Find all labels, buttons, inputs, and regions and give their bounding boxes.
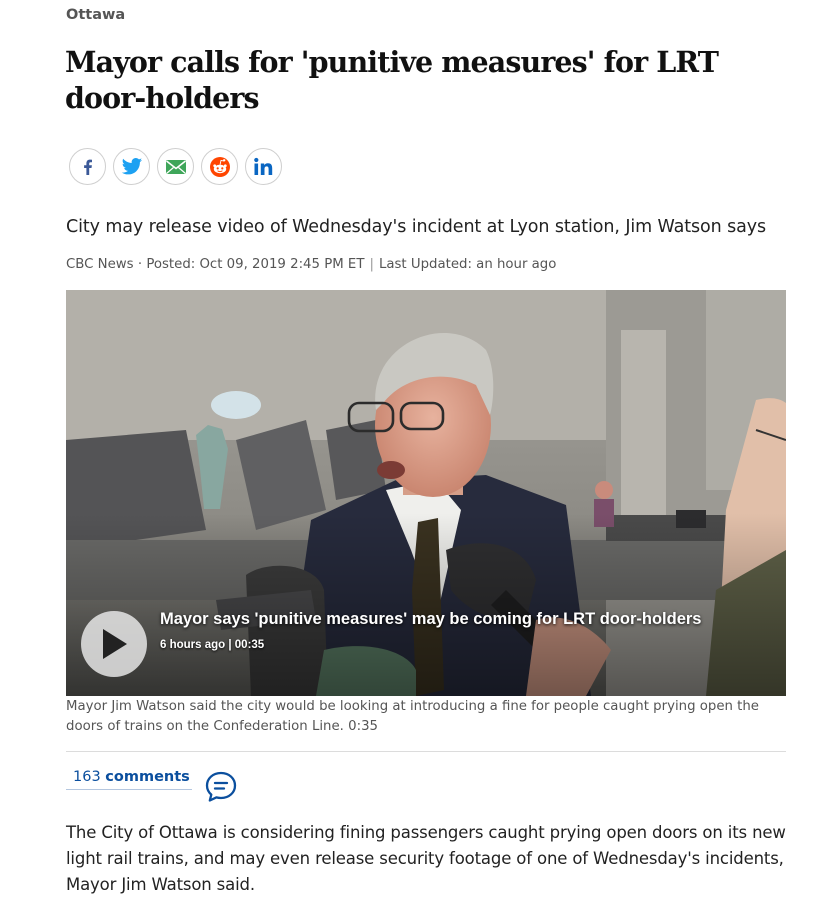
- linkedin-icon: [253, 157, 275, 177]
- play-button[interactable]: [81, 611, 147, 677]
- article-body-paragraph: The City of Ottawa is considering fining passengers caught prying open doors on its new light rail trains, and may even release security footage of one of Wednesday's incidents, Mayor Jim Watson said.: [66, 823, 786, 894]
- video-player[interactable]: [66, 290, 786, 696]
- comments-label: comments: [105, 769, 190, 785]
- comments-link[interactable]: [66, 769, 192, 790]
- video-title[interactable]: Mayor says 'punitive measures' may be coming for LRT door-holders: [160, 610, 702, 628]
- article-deck: City may release video of Wednesday's incident at Lyon station, Jim Watson says: [66, 217, 767, 237]
- divider: [66, 751, 786, 752]
- video-caption: Mayor Jim Watson said the city would be looking at introducing a fine for people caught prying open the doors of trains on the Confederation Line. 0:35: [66, 699, 759, 734]
- byline-updated: Last Updated: an hour ago: [378, 257, 557, 272]
- facebook-icon: [78, 157, 98, 177]
- twitter-icon: [121, 157, 143, 177]
- section-link[interactable]: Ottawa: [66, 7, 126, 23]
- share-twitter-button[interactable]: [113, 148, 150, 185]
- byline-separator: |: [369, 257, 374, 272]
- share-email-button[interactable]: [157, 148, 194, 185]
- byline-dot: ·: [133, 257, 147, 272]
- byline-posted: Posted: Oct 09, 2019 2:45 PM ET: [146, 257, 365, 272]
- comments-count: 163: [73, 769, 101, 785]
- share-facebook-button[interactable]: [69, 148, 106, 185]
- comment-bubble-icon[interactable]: [204, 770, 238, 804]
- email-icon: [165, 159, 187, 175]
- article-headline: Mayor calls for 'punitive measures' for LRT door-holders: [65, 45, 718, 115]
- reddit-icon: [209, 156, 231, 178]
- byline: [66, 255, 786, 275]
- share-reddit-button[interactable]: [201, 148, 238, 185]
- share-linkedin-button[interactable]: [245, 148, 282, 185]
- byline-source: CBC News: [66, 257, 134, 272]
- share-bar: [69, 148, 282, 185]
- video-meta: 6 hours ago | 00:35: [160, 639, 265, 651]
- video-thumbnail: [66, 290, 786, 696]
- play-icon: [99, 627, 129, 661]
